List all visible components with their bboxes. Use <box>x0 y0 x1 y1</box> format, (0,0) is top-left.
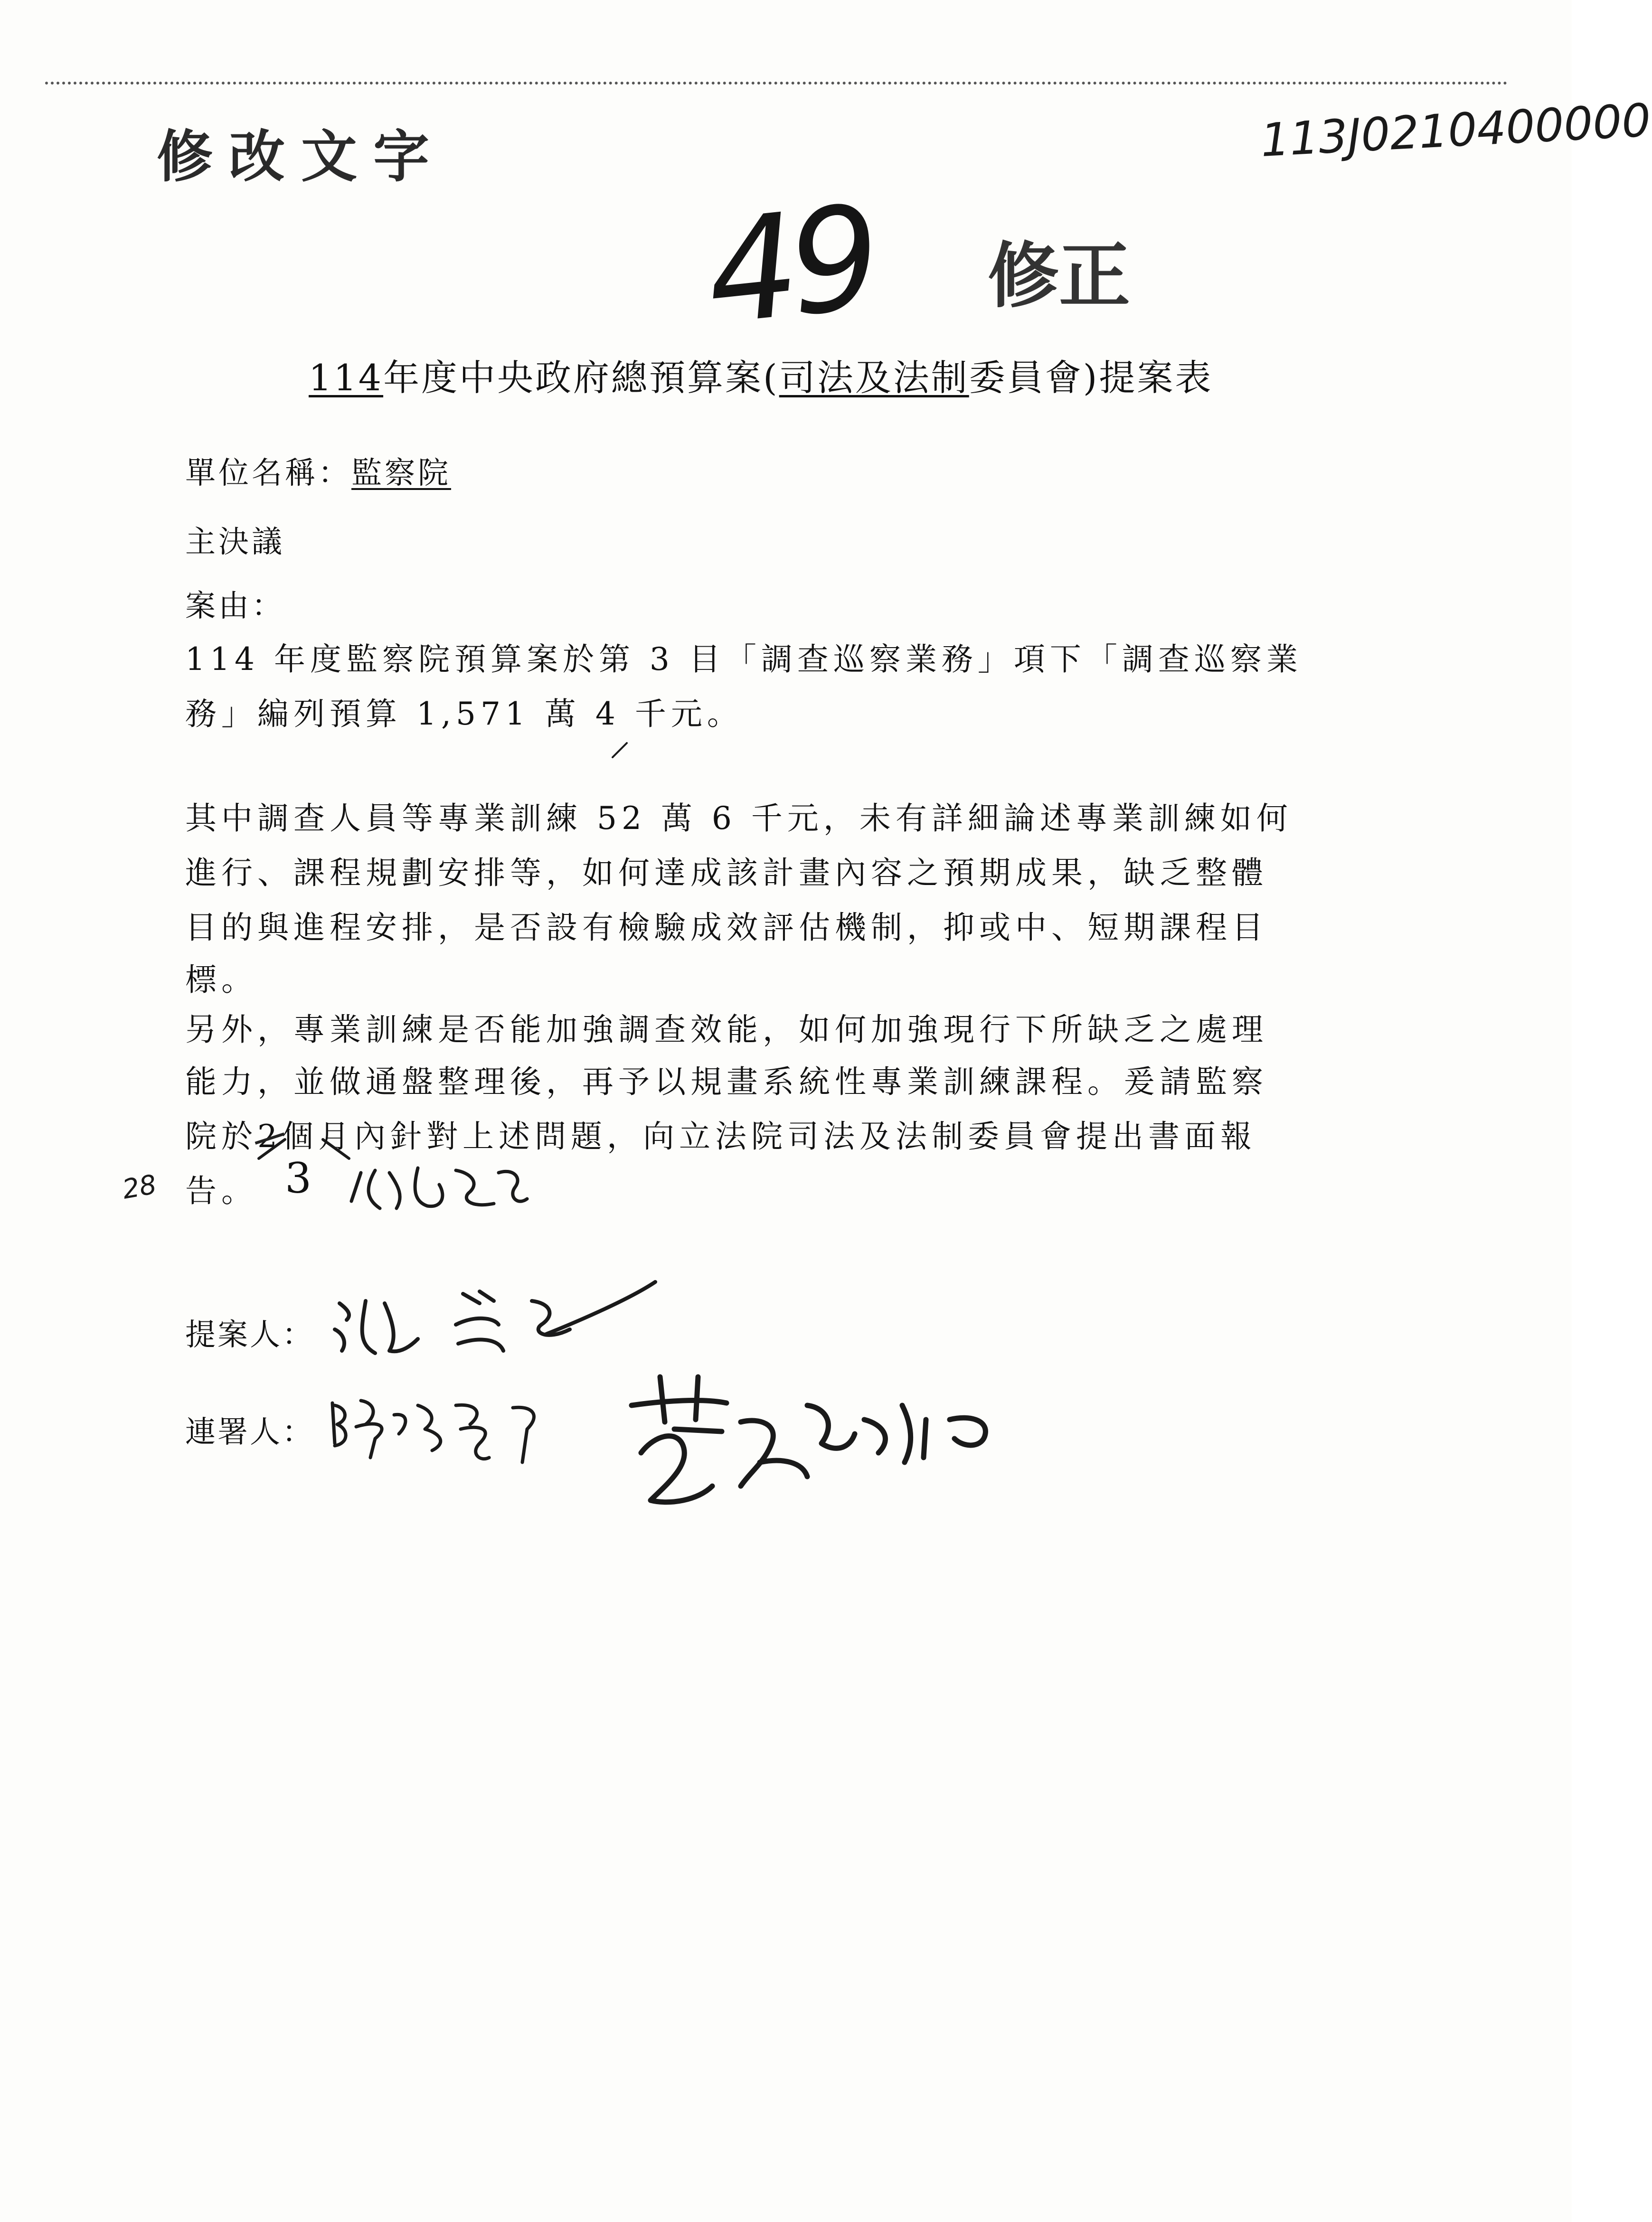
cosigner-signature-2 <box>632 1377 985 1502</box>
title-committee: 司法及法制 <box>779 357 969 399</box>
case-last-line: 告。 <box>185 1173 257 1209</box>
handwritten-item-number: 49 <box>699 174 880 357</box>
case-line-after-strike: 個月內針對上述問題，向立法院司法及法制委員會提出書面報 <box>282 1118 1256 1155</box>
handwritten-correction-value: 3 <box>285 1154 312 1203</box>
case-line: 114 年度監察院預算案於第 3 目「調查巡察業務」項下「調查巡察業 <box>185 641 1303 678</box>
case-line: 其中調查人員等專業訓練 52 萬 6 千元，未有詳細論述專業訓練如何 <box>185 800 1293 837</box>
case-line: 目的與進程安排，是否設有檢驗成效評估機制，抑或中、短期課程目 <box>185 909 1268 946</box>
correction-caret <box>259 1139 285 1158</box>
revision-stamp: 修改文字 <box>157 124 446 189</box>
struck-value: 2 <box>257 1118 282 1155</box>
document-number: 113J0210400000 <box>1259 94 1652 167</box>
correction-initials-signature <box>351 1168 527 1208</box>
proposer-label: 提案人： <box>185 1318 314 1353</box>
case-line: 能力，並做通盤整理後，再予以規畫系統性專業訓練課程。爰請監察 <box>185 1064 1268 1100</box>
correction-caret <box>323 1139 349 1158</box>
case-line: 進行、課程規劃安排等，如何達成該計畫內容之預期成果，缺乏整體 <box>185 855 1268 891</box>
stray-mark <box>613 743 627 757</box>
unit-label: 單位名稱： <box>185 456 351 491</box>
case-line: 另外，專業訓練是否能加強調查效能，如何加強現行下所缺乏之處理 <box>185 1011 1268 1048</box>
proposer-signature <box>335 1282 655 1353</box>
title-year: 114 <box>309 357 384 399</box>
margin-note: 28 <box>120 1169 159 1205</box>
cosigner-signature-1 <box>332 1401 534 1462</box>
case-label: 案由： <box>185 589 285 624</box>
main-resolution-label: 主決議 <box>185 525 285 560</box>
correction-stamp: 修正 <box>988 235 1131 318</box>
case-line: 標。 <box>185 961 257 998</box>
case-line: 務」編列預算 1,571 萬 4 千元。 <box>185 696 743 732</box>
title-text-after: 委員會)提案表 <box>969 357 1213 399</box>
case-line-before-strike: 院於 <box>185 1118 257 1155</box>
title-text-before: 年度中央政府總預算案( <box>383 357 779 399</box>
unit-value: 監察院 <box>351 456 451 491</box>
cosigner-label: 連署人： <box>185 1415 314 1450</box>
